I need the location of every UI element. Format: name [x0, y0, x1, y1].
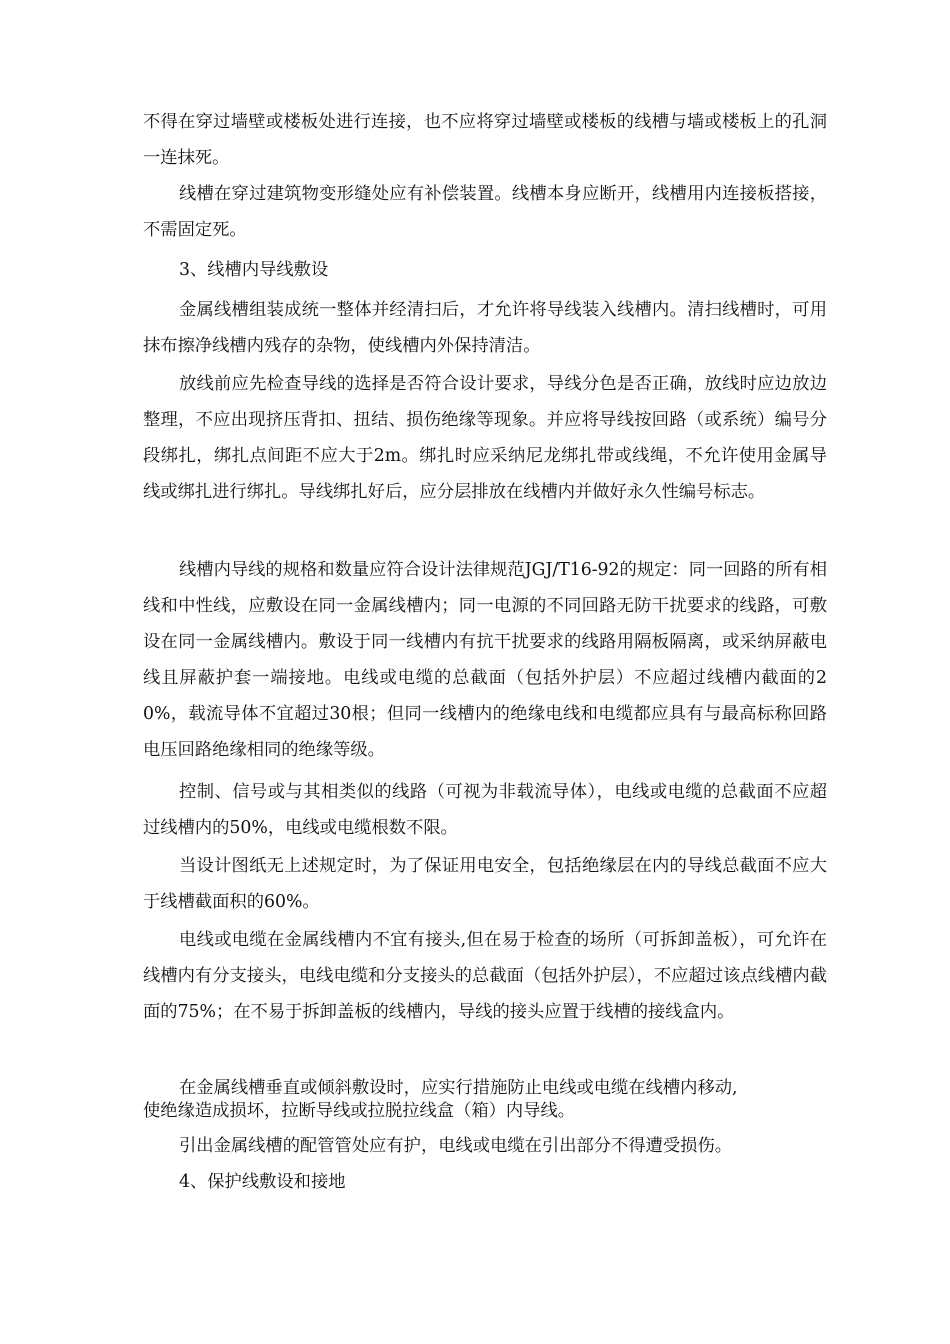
- paragraph-cleaning: 金属线槽组装成统一整体并经清扫后，才允许将导线装入线槽内。清扫线槽时，可用抹布擦净线槽内残存的杂物，使线槽内外保持清洁。: [143, 300, 827, 356]
- paragraph-conduit-exit: 引出金属线槽的配管管处应有护，电线或电缆在引出部分不得遭受损伤。: [179, 1136, 733, 1156]
- section-heading-4: 4、保护线敷设和接地: [179, 1172, 346, 1192]
- paragraph-wiring-check: 放线前应先检查导线的选择是否符合设计要求，导线分色是否正确，放线时应边放边整理，不应出现挤压背扣、扭结、损伤绝缘等现象。并应将导线按回路（或系统）编号分段绑扎，绑扎点间距不应大于2m。绑扎时应采纳尼龙绑扎带或线绳，不允许使用金属导线或绑扎进行绑扎。导线绑扎好后，应分层排放在线槽内并做好永久性编号标志。: [143, 374, 827, 502]
- paragraph-continued: 不得在穿过墙壁或楼板处进行连接，也不应将穿过墙壁或楼板的线槽与墙或楼板上的孔洞一连抹死。: [143, 112, 827, 168]
- paragraph-expansion-joint: 线槽在穿过建筑物变形缝处应有补偿装置。线槽本身应断开，线槽用内连接板搭接，不需固定死。: [143, 184, 827, 240]
- paragraph-specifications: 线槽内导线的规格和数量应符合设计法律规范JGJ/T16-92的规定：同一回路的所有相线和中性线，应敷设在同一金属线槽内；同一电源的不同回路无防干扰要求的线路，可敷设在同一金属线槽内。敷设于同一线槽内有抗干扰要求的线路用隔板隔离，或采纳屏蔽电线且屏蔽护套一端接地。电线或电缆的总截面（包括外护层）不应超过线槽内截面的20%，载流导体不宜超过30根；但同一线槽内的绝缘电线和电缆都应具有与最高标称回路电压回路绝缘相同的绝缘等级。: [143, 560, 827, 760]
- section-heading-3: 3、线槽内导线敷设: [179, 260, 329, 280]
- paragraph-joints: 电线或电缆在金属线槽内不宜有接头,但在易于检查的场所（可拆卸盖板），可允许在线槽内有分支接头，电线电缆和分支接头的总截面（包括外护层），不应超过该点线槽内截面的75%；在不易于拆卸盖板的线槽内，导线的接头应置于线槽的接线盒内。: [143, 930, 827, 1022]
- paragraph-control-signal: 控制、信号或与其相类似的线路（可视为非载流导体），电线或电缆的总截面不应超过线槽内的50%，电线或电缆根数不限。: [143, 782, 827, 838]
- paragraph-design-drawing: 当设计图纸无上述规定时，为了保证用电安全，包括绝缘层在内的导线总截面不应大于线槽截面积的60%。: [143, 856, 827, 912]
- paragraph-vertical-line2: 使绝缘造成损坏，拉断导线或拉脱拉线盒（箱）内导线。: [143, 1101, 576, 1121]
- paragraph-vertical-line1: 在金属线槽垂直或倾斜敷设时，应实行措施防止电线或电缆在线槽内移动,: [179, 1078, 738, 1098]
